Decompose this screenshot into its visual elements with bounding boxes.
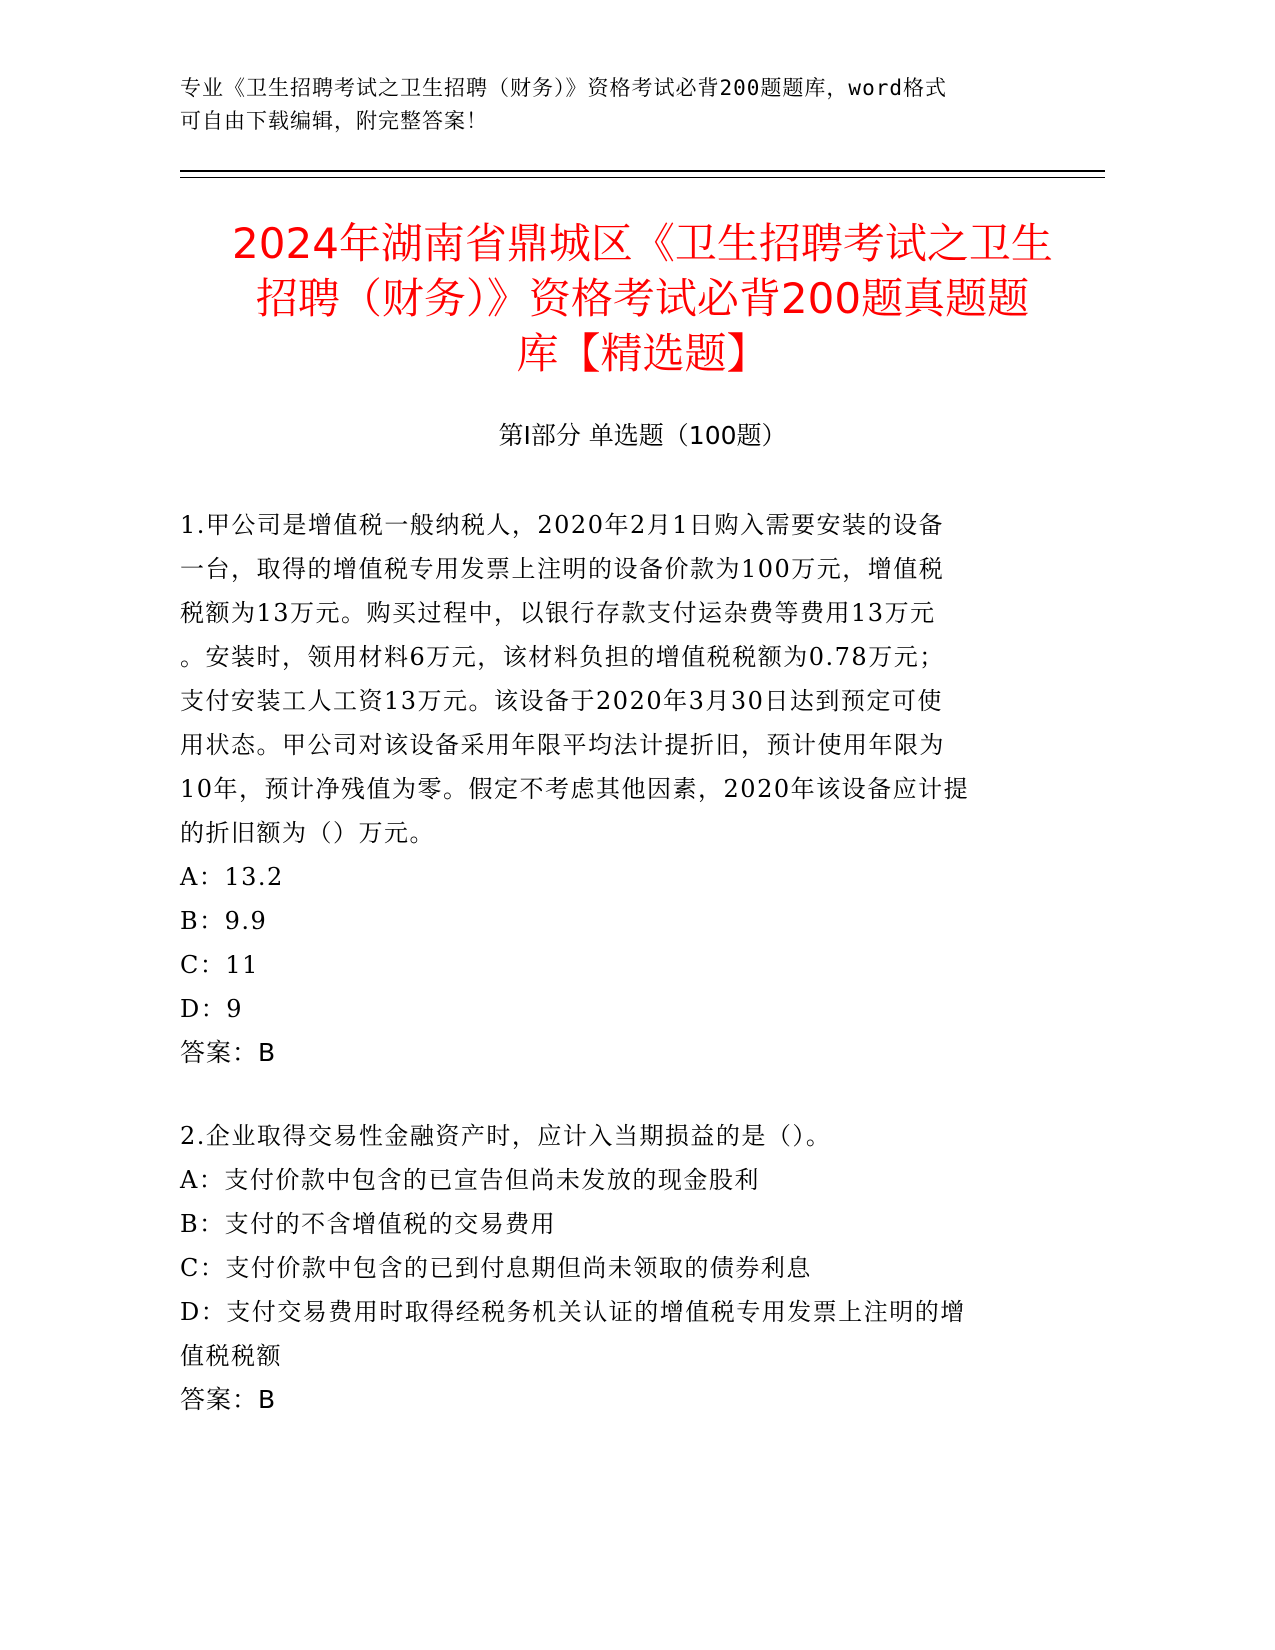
option-line: D：9 [180,995,244,1023]
option-line: B：支付的不含增值税的交易费用 [180,1210,557,1238]
header-divider-thin [180,177,1105,178]
option-line: 值税税额 [180,1342,282,1370]
title-line: 招聘（财务）》资格考试必背200题真题题 [255,274,1030,323]
header-divider-thick [180,170,1105,172]
option-a [180,1158,1060,1202]
stem-line: 用状态。甲公司对该设备采用年限平均法计提折旧，预计使用年限为 [180,731,945,759]
option-b [180,1202,1060,1246]
title-line: 2024年湖南省鼎城区《卫生招聘考试之卫生 [232,219,1053,268]
option-line: C：11 [180,951,259,979]
header-line: 专业《卫生招聘考试之卫生招聘（财务）》资格考试必背200题题库，word格式 [180,76,947,100]
question-stem [180,1114,1060,1158]
option-c [180,943,1060,987]
option-line: A：支付价款中包含的已宣告但尚未发放的现金股利 [180,1166,760,1194]
option-d [180,987,1060,1031]
question-stem [180,503,1060,855]
answer-line: 答案：B [180,1038,277,1067]
header-line: 可自由下载编辑，附完整答案！ [180,109,488,133]
stem-line: 一台，取得的增值税专用发票上注明的设备价款为100万元，增值税 [180,555,945,583]
option-line: D：支付交易费用时取得经税务机关认证的增值税专用发票上注明的增 [180,1298,966,1326]
option-line: B：9.9 [180,907,268,935]
stem-line: 1.甲公司是增值税一般纳税人，2020年2月1日购入需要安装的设备 [180,511,945,539]
option-d [180,1290,1060,1378]
page-header [180,72,1040,138]
stem-line: 2.企业取得交易性金融资产时，应计入当期损益的是（）。 [180,1122,832,1150]
question-item [180,1114,1060,1422]
stem-line: 的折旧额为（）万元。 [180,819,435,847]
stem-line: 。安装时，领用材料6万元，该材料负担的增值税税额为0.78万元； [180,643,945,671]
section-heading: 第I部分 单选题（100题） [498,421,787,450]
option-line: A：13.2 [180,863,284,891]
option-c [180,1246,1060,1290]
stem-line: 税额为13万元。购买过程中，以银行存款支付运杂费等费用13万元 [180,599,936,627]
option-a [180,855,1060,899]
question-item [180,503,1060,1075]
option-b [180,899,1060,943]
stem-line: 支付安装工人工资13万元。该设备于2020年3月30日达到预定可使 [180,687,943,715]
stem-line: 10年，预计净残值为零。假定不考虑其他因素，2020年该设备应计提 [180,775,970,803]
answer-line: 答案：B [180,1385,277,1414]
title-line: 库【精选题】 [516,329,769,378]
option-line: C：支付价款中包含的已到付息期但尚未领取的债券利息 [180,1254,812,1282]
document-title [150,216,1135,381]
